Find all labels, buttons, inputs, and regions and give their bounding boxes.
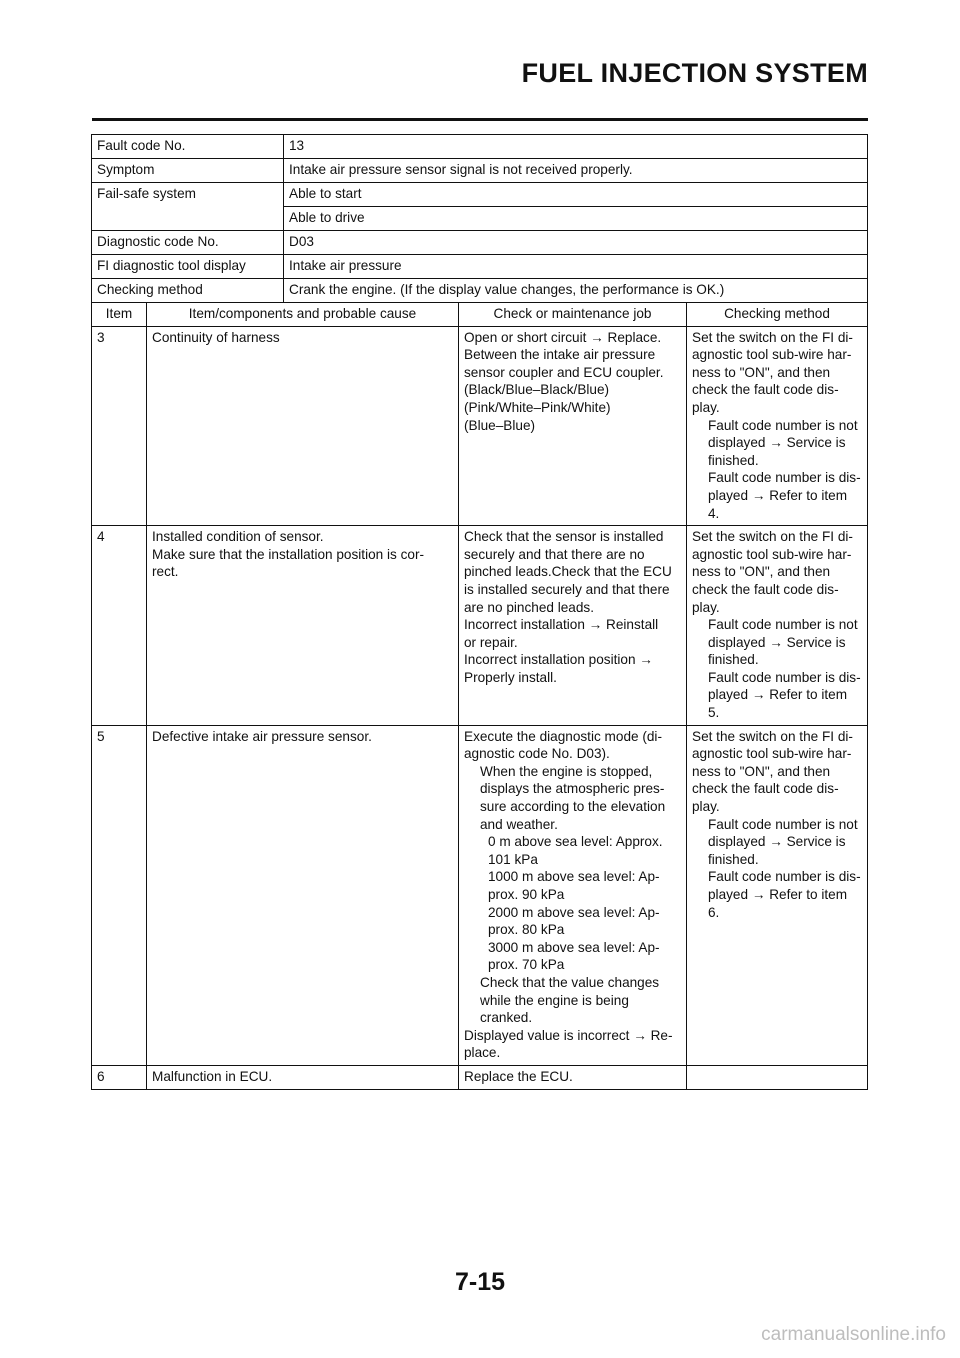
checking-method-row	[92, 279, 868, 303]
probable-cause	[147, 526, 459, 726]
job-line: sensor coupler and ECU coupler.	[464, 364, 664, 380]
method-line: Fault code number is not	[708, 617, 858, 633]
cause-line: Defective intake air pressure sensor.	[152, 728, 372, 744]
method-line: ness to "ON", and then	[692, 364, 831, 380]
diag-code-value: D03	[284, 231, 868, 255]
col-header-method: Checking method	[687, 303, 868, 327]
job-line: Incorrect installation → Reinstall	[464, 617, 659, 633]
tool-display-label: FI diagnostic tool display	[92, 255, 284, 279]
job-line: Between the intake air pressure	[464, 347, 656, 363]
method-line: Fault code number is not	[708, 417, 858, 433]
method-line: Set the switch on the FI di-	[692, 728, 853, 744]
job-line: When the engine is stopped,	[480, 763, 653, 779]
method-line: agnostic tool sub-wire har-	[692, 347, 852, 363]
probable-cause	[147, 725, 459, 1065]
checking-method	[687, 725, 868, 1065]
item-number: 3	[92, 326, 147, 526]
header-rule	[92, 118, 868, 121]
method-line: Set the switch on the FI di-	[692, 329, 853, 345]
job-line: place.	[464, 1045, 501, 1061]
job-line: Incorrect installation position →	[464, 652, 653, 668]
table-row	[92, 326, 868, 526]
method-line: Set the switch on the FI di-	[692, 529, 853, 545]
procedure-table	[91, 302, 868, 1090]
method-line: Fault code number is dis-	[708, 669, 861, 685]
probable-cause	[147, 1065, 459, 1089]
diag-code-label: Diagnostic code No.	[92, 231, 284, 255]
cause-line: Malfunction in ECU.	[152, 1068, 273, 1084]
fail-safe-label: Fail-safe system	[92, 183, 284, 231]
fault-code-value: 13	[284, 135, 868, 159]
method-line: ness to "ON", and then	[692, 763, 831, 779]
job-line: (Black/Blue–Black/Blue)	[464, 382, 610, 398]
watermark: carmanualsonline.info	[761, 1324, 946, 1345]
job-line: 1000 m above sea level: Ap-	[488, 869, 660, 885]
maintenance-job	[459, 1065, 687, 1089]
job-line: cranked.	[480, 1010, 533, 1026]
method-line: Fault code number is not	[708, 816, 858, 832]
job-line: (Pink/White–Pink/White)	[464, 399, 611, 415]
diag-code-row	[92, 231, 868, 255]
job-line: Properly install.	[464, 669, 557, 685]
cause-line: Continuity of harness	[152, 329, 280, 345]
maintenance-job	[459, 725, 687, 1065]
page-number: 7-15	[454, 1268, 506, 1296]
job-line: 0 m above sea level: Approx.	[488, 834, 663, 850]
method-line: check the fault code dis-	[692, 781, 839, 797]
col-header-job: Check or maintenance job	[459, 303, 687, 327]
job-line: are no pinched leads.	[464, 599, 594, 615]
fault-code-row	[92, 135, 868, 159]
fail-safe-row	[92, 183, 868, 207]
method-line: play.	[692, 599, 720, 615]
job-line: displays the atmospheric pres-	[480, 781, 665, 797]
method-line: Fault code number is dis-	[708, 470, 861, 486]
method-line: play.	[692, 399, 720, 415]
method-line: finished.	[708, 851, 759, 867]
method-line: played → Refer to item 5.	[708, 687, 848, 721]
table-row	[92, 1065, 868, 1089]
job-line: sure according to the elevation	[480, 799, 666, 815]
checking-method	[687, 1065, 868, 1089]
method-line: finished.	[708, 452, 759, 468]
tool-display-row	[92, 255, 868, 279]
method-line: check the fault code dis-	[692, 581, 839, 597]
method-line: agnostic tool sub-wire har-	[692, 546, 852, 562]
job-line: and weather.	[480, 816, 558, 832]
checking-method	[687, 326, 868, 526]
method-line: check the fault code dis-	[692, 382, 839, 398]
method-line: agnostic tool sub-wire har-	[692, 746, 852, 762]
job-line: prox. 80 kPa	[488, 922, 565, 938]
column-header-row	[92, 303, 868, 327]
maintenance-job	[459, 526, 687, 726]
job-line: 101 kPa	[488, 851, 538, 867]
job-line: Check that the sensor is installed	[464, 529, 664, 545]
job-line: pinched leads.Check that the ECU	[464, 564, 672, 580]
job-line: Displayed value is incorrect → Re-	[464, 1027, 673, 1043]
fault-code-label: Fault code No.	[92, 135, 284, 159]
symptom-row	[92, 159, 868, 183]
fail-safe-drive: Able to drive	[284, 207, 868, 231]
method-line: played → Refer to item 4.	[708, 487, 848, 521]
job-line: prox. 90 kPa	[488, 887, 565, 902]
symptom-value: Intake air pressure sensor signal is not received properly.	[284, 159, 868, 183]
method-line: finished.	[708, 652, 759, 668]
job-line: prox. 70 kPa	[488, 957, 565, 973]
cause-line: Make sure that the installation position is cor-	[152, 546, 425, 562]
fault-table	[91, 134, 868, 1090]
tool-display-value: Intake air pressure	[284, 255, 868, 279]
job-line: Open or short circuit → Replace.	[464, 329, 662, 345]
procedure-rows	[92, 326, 868, 1089]
job-line: Execute the diagnostic mode (di-	[464, 728, 662, 744]
fail-safe-start: Able to start	[284, 183, 868, 207]
method-line: displayed → Service is	[708, 634, 846, 650]
job-line: is installed securely and that there	[464, 581, 670, 597]
checking-method	[687, 526, 868, 726]
job-line: (Blue–Blue)	[464, 417, 536, 433]
table-row	[92, 725, 868, 1065]
job-line: securely and that there are no	[464, 546, 645, 562]
method-line: played → Refer to item 6.	[708, 887, 848, 920]
maintenance-job	[459, 326, 687, 526]
method-line: displayed → Service is	[708, 834, 846, 850]
checking-method-value: Crank the engine. (If the display value changes, the performance is OK.)	[284, 279, 868, 303]
job-line: agnostic code No. D03).	[464, 746, 610, 762]
checking-method-label: Checking method	[92, 279, 284, 303]
cause-line: Installed condition of sensor.	[152, 529, 324, 545]
probable-cause	[147, 326, 459, 526]
method-line: play.	[692, 799, 720, 815]
job-line: Replace the ECU.	[464, 1068, 573, 1084]
job-line: while the engine is being	[480, 992, 629, 1008]
cause-line: rect.	[152, 564, 179, 580]
table-row	[92, 526, 868, 726]
page-title: FUEL INJECTION SYSTEM	[521, 58, 868, 88]
fault-info-table	[91, 134, 868, 303]
job-line: Check that the value changes	[480, 974, 660, 990]
job-line: or repair.	[464, 634, 518, 650]
col-header-cause: Item/components and probable cause	[147, 303, 459, 327]
method-line: ness to "ON", and then	[692, 564, 831, 580]
method-line: Fault code number is dis-	[708, 869, 861, 885]
method-line: displayed → Service is	[708, 435, 846, 451]
job-line: 3000 m above sea level: Ap-	[488, 939, 660, 955]
item-number: 5	[92, 725, 147, 1065]
symptom-label: Symptom	[92, 159, 284, 183]
item-number: 4	[92, 526, 147, 726]
col-header-item: Item	[92, 303, 147, 327]
item-number: 6	[92, 1065, 147, 1089]
job-line: 2000 m above sea level: Ap-	[488, 904, 660, 920]
